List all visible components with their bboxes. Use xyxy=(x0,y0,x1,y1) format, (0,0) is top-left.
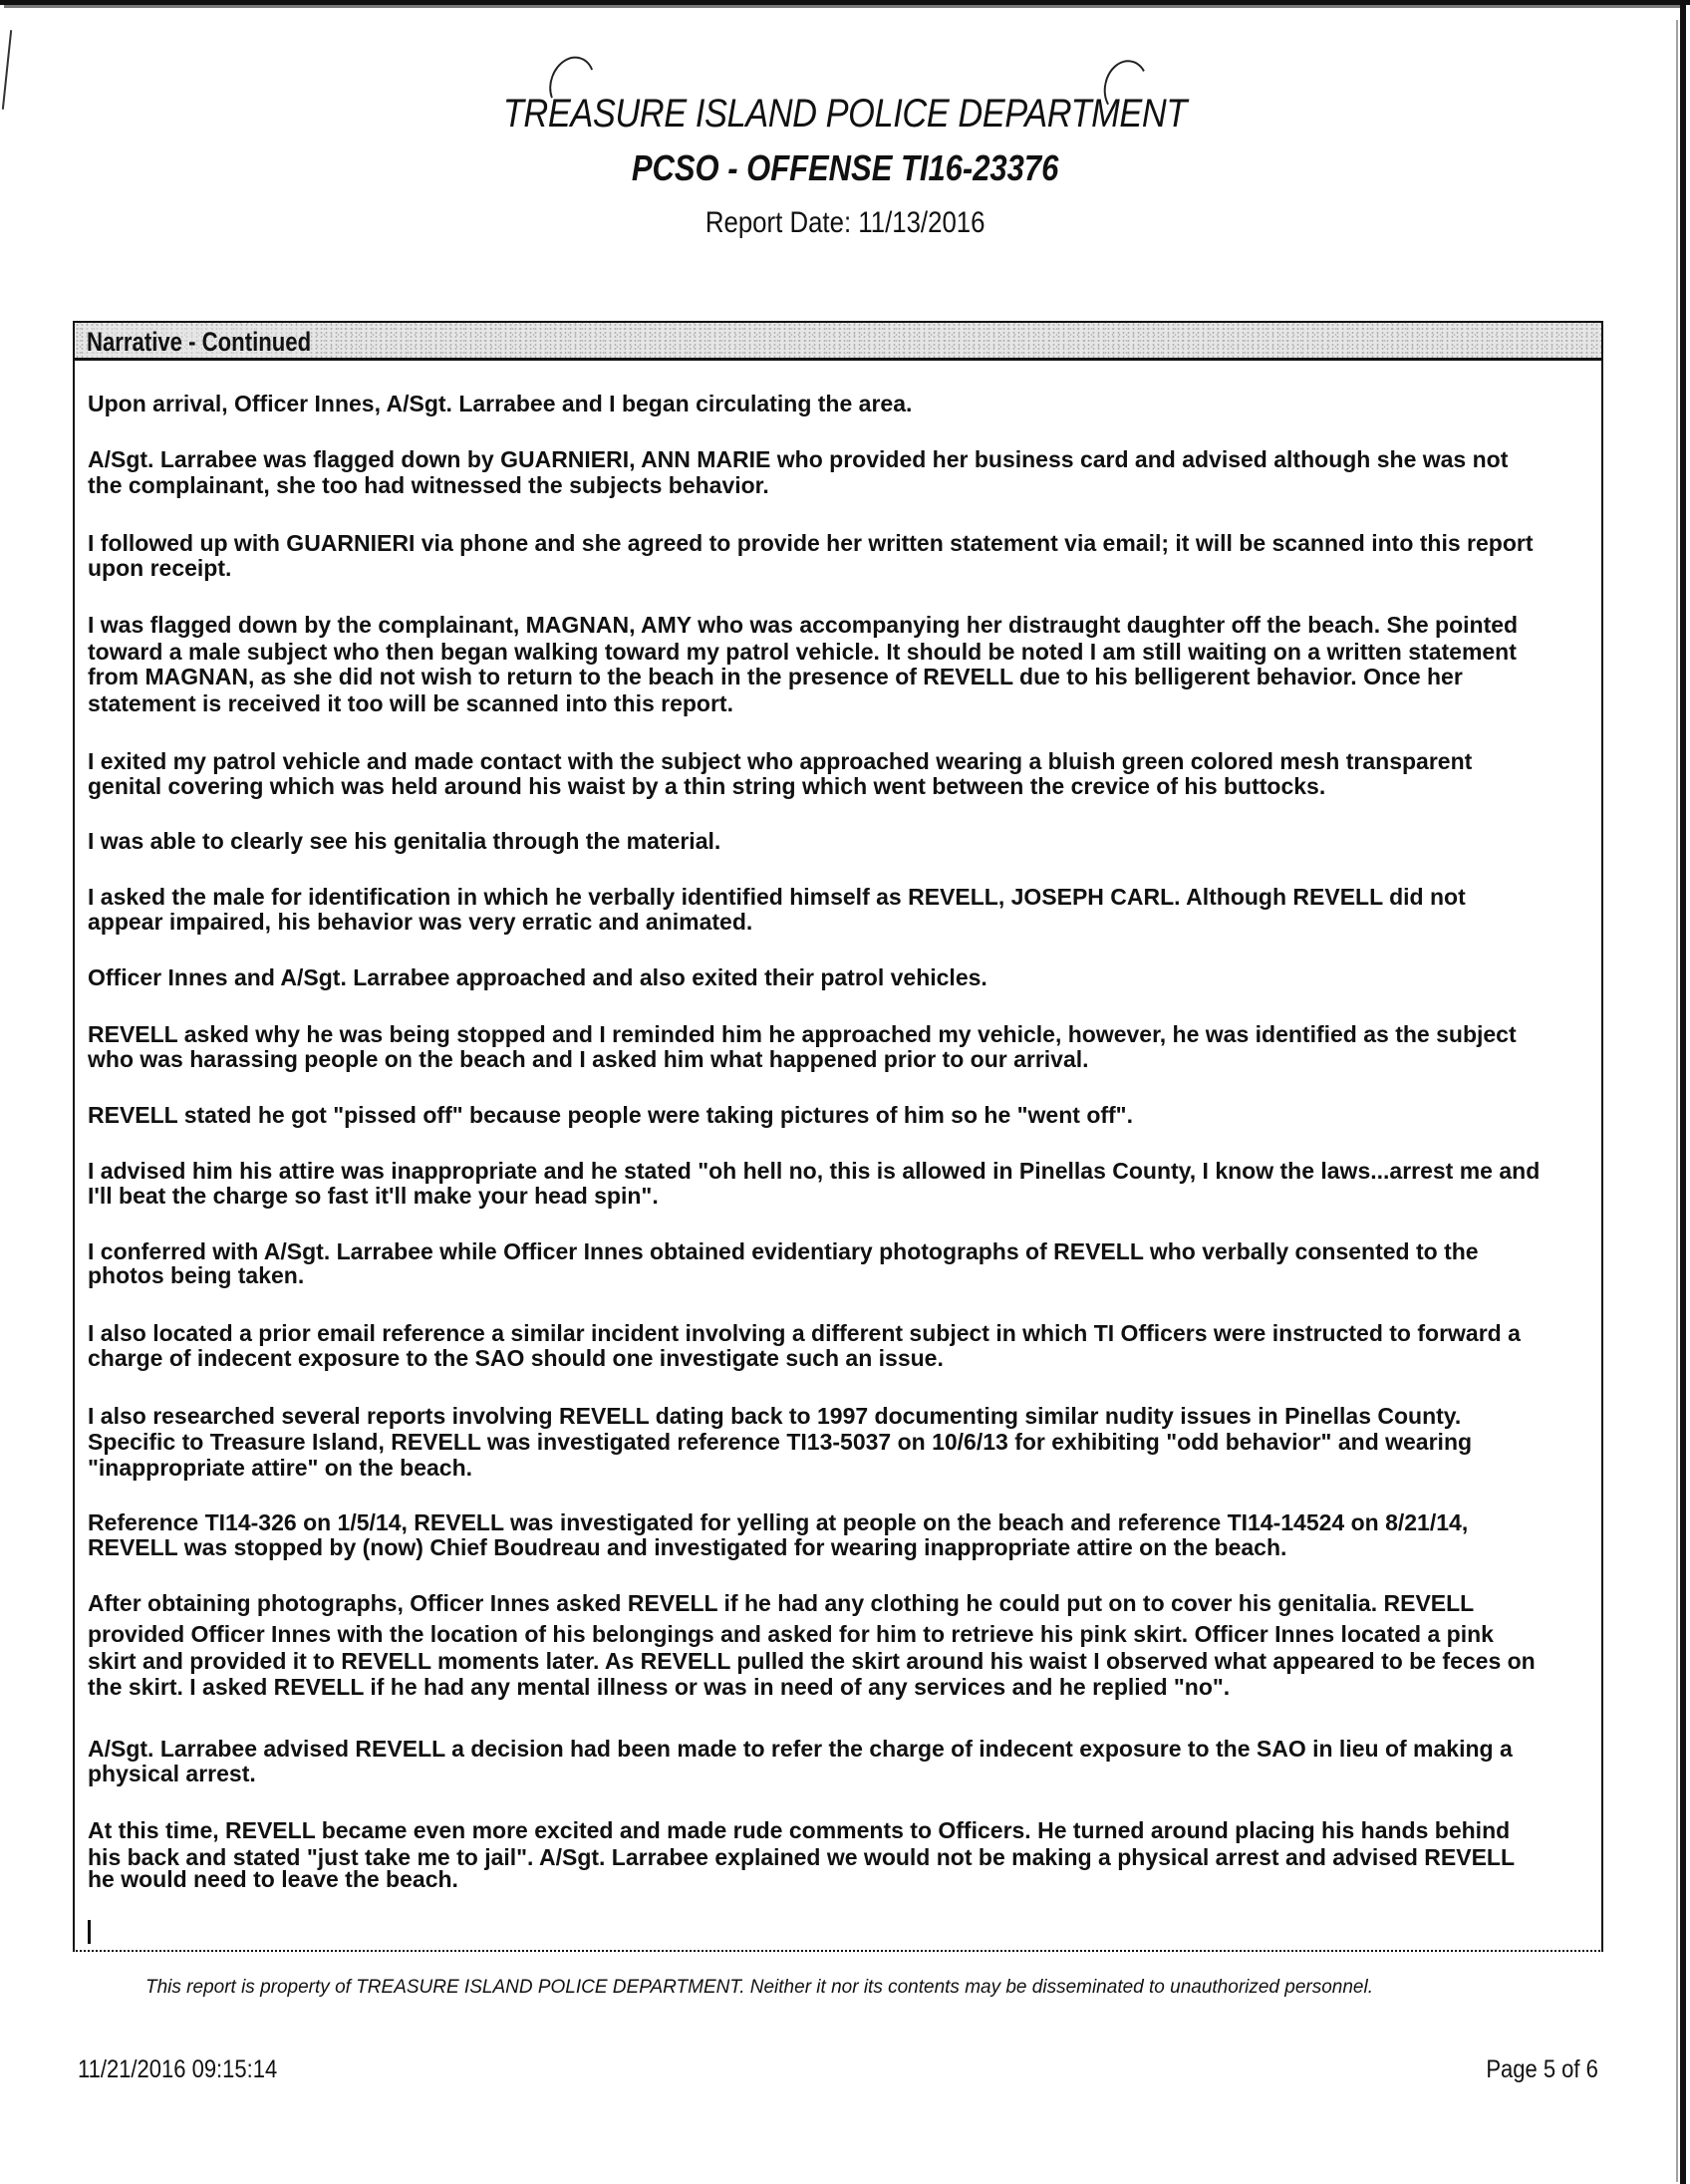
scan-edge-right xyxy=(1680,0,1686,2184)
department-title-text: TREASURE ISLAND POLICE DEPARTMENT xyxy=(502,92,1188,136)
narrative-line: I followed up with GUARNIERI via phone and she agreed to provide her written statement via email; it will be scanned into this report xyxy=(88,530,1534,556)
narrative-line: A/Sgt. Larrabee was flagged down by GUARNIERI, ANN MARIE who provided her business card and advised although she was not xyxy=(88,446,1509,472)
report-date-text: Report Date: 11/13/2016 xyxy=(704,206,986,239)
narrative-line: charge of indecent exposure to the SAO should one investigate such an issue. xyxy=(88,1345,944,1371)
narrative-box xyxy=(73,321,1603,1952)
narrative-line: the complainant, she too had witnessed the subjects behavior. xyxy=(88,472,769,498)
narrative-line: his back and stated "just take me to jail". A/Sgt. Larrabee explained we would not be making a physical arrest and advised REVELL xyxy=(88,1844,1516,1870)
narrative-line: appear impaired, his behavior was very erratic and animated. xyxy=(88,909,753,935)
offense-number-text: PCSO - OFFENSE TI16-23376 xyxy=(631,147,1059,188)
narrative-line: I was able to clearly see his genitalia through the material. xyxy=(88,828,721,854)
narrative-line: I also located a prior email reference a similar incident involving a different subject in which TI Officers were instructed to forward a xyxy=(88,1320,1521,1346)
narrative-line: I conferred with A/Sgt. Larrabee while Officer Innes obtained evidentiary photographs of REVELL who verbally consented to the xyxy=(88,1238,1479,1264)
text-cursor xyxy=(88,1920,91,1944)
report-date xyxy=(0,206,1690,240)
narrative-line: who was harassing people on the beach and I asked him what happened prior to our arrival. xyxy=(88,1046,1089,1072)
narrative-line: A/Sgt. Larrabee advised REVELL a decision had been made to refer the charge of indecent exposure to the SAO in lieu of making a xyxy=(88,1736,1513,1762)
narrative-section-header xyxy=(75,323,1601,361)
narrative-line: REVELL was stopped by (now) Chief Boudreau and investigated for wearing inappropriate attire on the beach. xyxy=(88,1534,1287,1560)
narrative-line: he would need to leave the beach. xyxy=(88,1866,458,1892)
department-title xyxy=(0,92,1690,136)
narrative-line: At this time, REVELL became even more excited and made rude comments to Officers. He turned around placing his hands behind xyxy=(88,1817,1511,1843)
narrative-line: I was flagged down by the complainant, MAGNAN, AMY who was accompanying her distraught daughter off the beach. She pointed xyxy=(88,612,1519,638)
page-number: Page 5 of 6 xyxy=(1486,2055,1598,2083)
confidentiality-disclaimer: This report is property of TREASURE ISLAND POLICE DEPARTMENT. Neither it nor its contents may be disseminated to unauthorized personnel. xyxy=(145,1977,1374,1998)
narrative-line: After obtaining photographs, Officer Innes asked REVELL if he had any clothing he could put on to cover his genitalia. REVELL xyxy=(88,1590,1475,1616)
narrative-line: statement is received it too will be scanned into this report. xyxy=(88,690,733,716)
narrative-line: I asked the male for identification in which he verbally identified himself as REVELL, JOSEPH CARL. Although REVELL did not xyxy=(88,884,1466,910)
narrative-line: I advised him his attire was inappropriate and he stated "oh hell no, this is allowed in Pinellas County, I know the laws...arrest me and xyxy=(88,1158,1541,1184)
narrative-line: provided Officer Innes with the location of his belongings and asked for him to retrieve his pink skirt. Officer Innes located a pink xyxy=(88,1621,1494,1647)
narrative-line: I'll beat the charge so fast it'll make your head spin". xyxy=(88,1183,659,1209)
narrative-line: REVELL stated he got "pissed off" because people were taking pictures of him so he "went off". xyxy=(88,1102,1133,1128)
narrative-line: Upon arrival, Officer Innes, A/Sgt. Larrabee and I began circulating the area. xyxy=(88,391,913,416)
scan-edge-top-shadow xyxy=(4,5,1684,8)
narrative-line: skirt and provided it to REVELL moments later. As REVELL pulled the skirt around his waist I observed what appeared to be feces on xyxy=(88,1648,1536,1674)
narrative-line: photos being taken. xyxy=(88,1262,305,1288)
narrative-line: Reference TI14-326 on 1/5/14, REVELL was investigated for yelling at people on the beach and reference TI14-14524 on 8/21/14, xyxy=(88,1509,1469,1535)
printed-timestamp: 11/21/2016 09:15:14 xyxy=(78,2055,278,2083)
narrative-line: the skirt. I asked REVELL if he had any mental illness or was in need of any services and he replied "no". xyxy=(88,1674,1231,1700)
narrative-line: "inappropriate attire" on the beach. xyxy=(88,1455,473,1481)
narrative-line: from MAGNAN, as she did not wish to return to the beach in the presence of REVELL due to his belligerent behavior. Once her xyxy=(88,664,1463,689)
narrative-line: toward a male subject who then began walking toward my patrol vehicle. It should be noted I am still waiting on a written statement xyxy=(88,639,1517,665)
offense-number xyxy=(0,147,1690,189)
narrative-line: Specific to Treasure Island, REVELL was investigated reference TI13-5037 on 10/6/13 for exhibiting "odd behavior" and wearing xyxy=(88,1429,1473,1455)
scan-edge-right-shadow xyxy=(1676,20,1678,2182)
narrative-line: upon receipt. xyxy=(88,555,232,581)
narrative-line: Officer Innes and A/Sgt. Larrabee approached and also exited their patrol vehicles. xyxy=(88,964,987,990)
narrative-line: genital covering which was held around his waist by a thin string which went between the crevice of his buttocks. xyxy=(88,773,1326,799)
narrative-line: REVELL asked why he was being stopped and I reminded him he approached my vehicle, however, he was identified as the subject xyxy=(88,1021,1517,1047)
narrative-line: I exited my patrol vehicle and made contact with the subject who approached wearing a bluish green colored mesh transparent xyxy=(88,748,1473,774)
narrative-line: physical arrest. xyxy=(88,1761,256,1786)
narrative-line: I also researched several reports involving REVELL dating back to 1997 documenting similar nudity issues in Pinellas County. xyxy=(88,1403,1462,1429)
narrative-section-title: Narrative - Continued xyxy=(87,327,312,357)
